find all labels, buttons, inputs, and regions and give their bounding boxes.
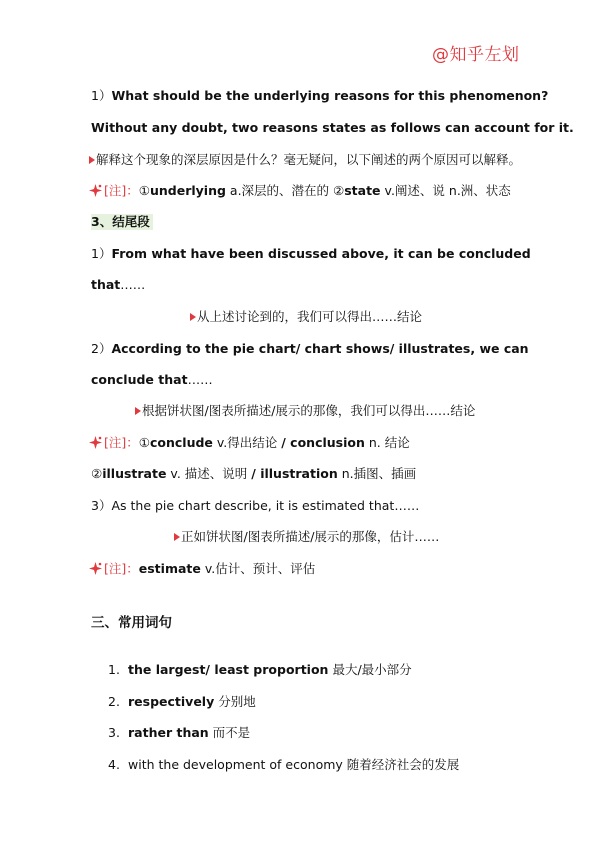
note-definition: v.估计、预计、评估: [200, 561, 316, 576]
note-term: / illustration: [251, 466, 338, 481]
note-line-4: [89, 561, 315, 577]
note-term: underlying: [149, 183, 226, 198]
note-definition: v. 描述、说明: [166, 466, 252, 481]
sentence-line: [91, 372, 213, 388]
sentence-line: 3）As the pie chart describe, it is estimated that……: [91, 498, 420, 513]
sparkle-icon: [89, 184, 102, 197]
note-definition: n.插图、插画: [337, 466, 417, 481]
ellipsis: ……: [120, 277, 146, 292]
phrase-meaning: 最大/最小部分: [328, 662, 412, 677]
triangle-marker-icon: [174, 533, 180, 541]
list-item: [108, 725, 250, 741]
note-label: [注]：: [104, 435, 139, 450]
sentence-line: [91, 341, 529, 357]
english-sentence: According to the pie chart/ chart shows/ illustrates, we can: [111, 341, 529, 356]
note-marker: ②: [91, 466, 103, 481]
english-sentence: What should be the underlying reasons for this phenomenon?: [111, 88, 549, 103]
sparkle-icon: [89, 436, 102, 449]
english-sentence: conclude that: [91, 372, 188, 387]
translation-line: [190, 309, 422, 325]
heading-text: 3、结尾段: [91, 214, 153, 230]
list-item: [108, 757, 459, 773]
note-definition: a.深层的、潜在的 ②: [225, 183, 345, 198]
sentence-line: [91, 277, 145, 293]
note-label: [注]：: [104, 561, 139, 576]
triangle-marker-icon: [190, 313, 196, 321]
section-heading-phrases: 三、常用词句: [91, 615, 172, 631]
note-label: [注]：: [104, 183, 139, 198]
note-term: conclude: [149, 435, 213, 450]
note-term: illustrate: [102, 466, 167, 481]
translation-line: [135, 403, 475, 419]
note-definition: v.阐述、说 n.洲、状态: [380, 183, 511, 198]
translation-text: 正如饼状图/图表所描述/展示的那像，估计……: [181, 529, 440, 544]
sentence-line: [91, 246, 531, 262]
phrase-term: the largest/ least proportion: [128, 662, 329, 677]
phrase-term: rather than: [128, 725, 209, 740]
translation-text: 根据饼状图/图表所描述/展示的那像，我们可以得出……结论: [142, 403, 476, 418]
list-number: 4.: [108, 757, 120, 772]
translation-line: [89, 152, 521, 168]
watermark: @知乎左划: [432, 45, 520, 65]
english-sentence: that: [91, 277, 121, 292]
note-marker: ①: [138, 435, 150, 450]
list-item: [108, 694, 256, 710]
note-term: estimate: [138, 561, 201, 576]
phrase-meaning: 分别地: [214, 694, 256, 709]
note-marker: ①: [138, 183, 150, 198]
note-definition: v.得出结论: [212, 435, 282, 450]
translation-text: 从上述讨论到的，我们可以得出……结论: [197, 309, 423, 324]
note-definition: n. 结论: [364, 435, 410, 450]
list-number: 1）: [91, 246, 112, 261]
note-term: state: [344, 183, 381, 198]
sparkle-icon: [89, 562, 102, 575]
note-term: / conclusion: [281, 435, 365, 450]
list-number: 3.: [108, 725, 120, 740]
list-number: 1.: [108, 662, 120, 677]
question-line-1: [91, 88, 548, 104]
note-line-1: [89, 183, 511, 199]
triangle-marker-icon: [89, 156, 95, 164]
list-item: [108, 662, 412, 678]
phrase-meaning: with the development of economy 随着经济社会的发展: [128, 757, 460, 772]
list-number: 1）: [91, 88, 112, 103]
section-heading-conclusion: [91, 214, 153, 230]
phrase-term: respectively: [128, 694, 215, 709]
note-line-3: [91, 466, 416, 482]
answer-line: Without any doubt, two reasons states as follows can account for it.: [91, 120, 574, 135]
translation-line: [174, 529, 439, 545]
phrase-meaning: 而不是: [208, 725, 251, 740]
note-line-2: [89, 435, 410, 451]
list-number: 2）: [91, 341, 112, 356]
translation-text: 解释这个现象的深层原因是什么？毫无疑问，以下阐述的两个原因可以解释。: [96, 152, 522, 167]
english-sentence: From what have been discussed above, it can be concluded: [111, 246, 531, 261]
ellipsis: ……: [187, 372, 213, 387]
triangle-marker-icon: [135, 407, 141, 415]
list-number: 2.: [108, 694, 120, 709]
